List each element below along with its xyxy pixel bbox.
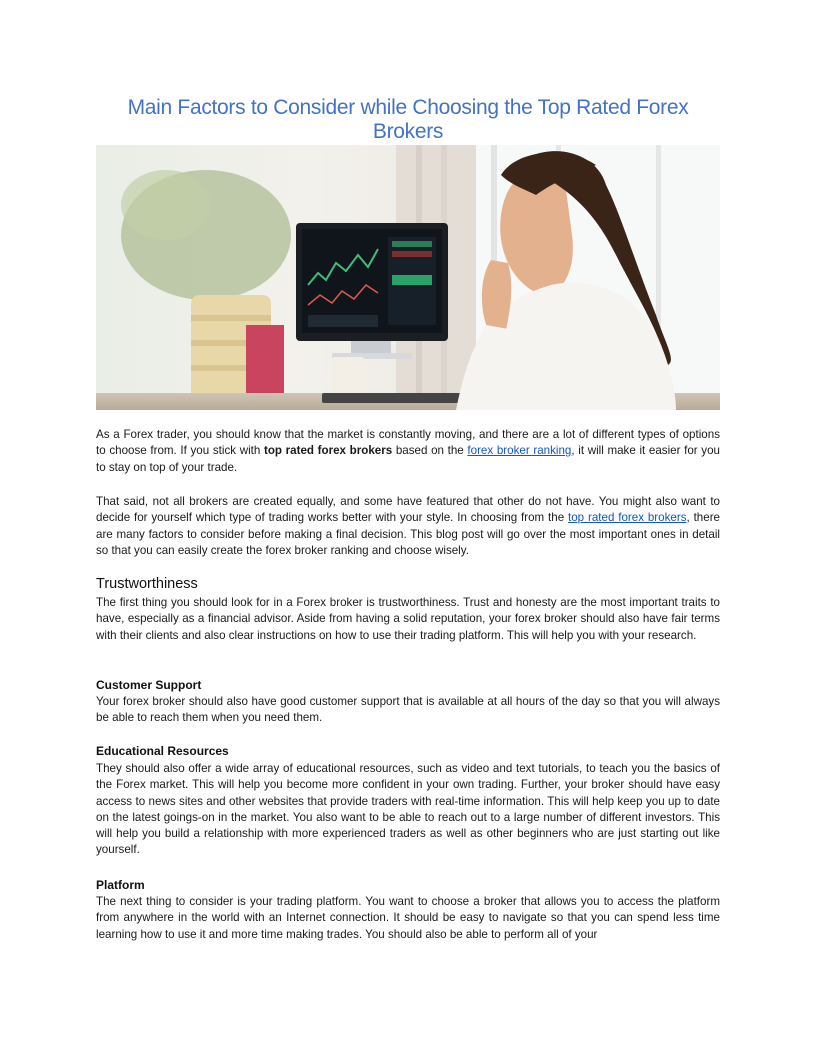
section-text-educational-resources: They should also offer a wide array of educational resources, such as video and text tutorials, to teach you the basics of the Forex market. This will help you become more confident in your own trading. Further, your broker should have easy access to news sites and other websites that provide traders with real-time information. This will help keep you up to date on the latest goings-on in the market. You also want to be able to reach out to a large number of different investors. This will help you build a relationship with more experienced traders as well as other beginners who are just starting out like yourself. bbox=[96, 762, 720, 857]
section-heading-trustworthiness: Trustworthiness bbox=[96, 576, 198, 592]
page-title: Main Factors to Consider while Choosing the Top Rated Forex Brokers bbox=[127, 96, 689, 143]
section-heading-platform: Platform bbox=[96, 878, 145, 892]
top-rated-forex-brokers-link[interactable]: top rated forex brokers bbox=[568, 511, 687, 525]
section-text-customer-support: Your forex broker should also have good customer support that is available at all hours of the day so that you will always be able to reach them when you need them. bbox=[96, 695, 720, 725]
bold-keyword: top rated forex brokers bbox=[263, 444, 393, 458]
woman-at-trading-monitor-photo bbox=[96, 145, 720, 410]
section-text-trustworthiness: The first thing you should look for in a Forex broker is trustworthiness. Trust and honesty are the most important traits to have, especially as a financial advisor. Aside from having a solid reputation, your forex broker should also have fair terms with their clients and also clear instructions on how to use their trading platform. This will help you with your research. bbox=[96, 596, 720, 642]
intro-text: based on the bbox=[392, 444, 468, 458]
intro-paragraph-1 bbox=[96, 427, 720, 476]
section-heading-educational-resources: Educational Resources bbox=[96, 744, 229, 758]
intro-paragraph-2 bbox=[96, 494, 720, 559]
section-text-platform: The next thing to consider is your trading platform. You want to choose a broker that allows you to access the platform from anywhere in the world with an Internet connection. It should be easy to navigate so that you can spend less time learning how to use it and more time making trades. You should also be able to perform all of your bbox=[96, 895, 720, 941]
intro-text: , it will make it easier for you to stay on top of your trade. bbox=[96, 444, 720, 474]
section-heading-customer-support: Customer Support bbox=[96, 678, 202, 692]
forex-broker-ranking-link[interactable]: forex broker ranking bbox=[467, 444, 572, 458]
intro-text: , there are many factors to consider before making a final decision. This blog post will go over the most important ones in detail so that you can easily create the forex broker ranking and choose wisely. bbox=[96, 511, 721, 557]
hero-image bbox=[96, 145, 720, 410]
intro-text: That said, not all brokers are created equally, and some have featured that other do not have. You might also want to decide for yourself which type of trading works better with your style. In choosing from the bbox=[96, 495, 720, 525]
intro-text: As a Forex trader, you should know that the market is constantly moving, and there are a lot of different types of options to choose from. If you stick with bbox=[96, 428, 720, 458]
